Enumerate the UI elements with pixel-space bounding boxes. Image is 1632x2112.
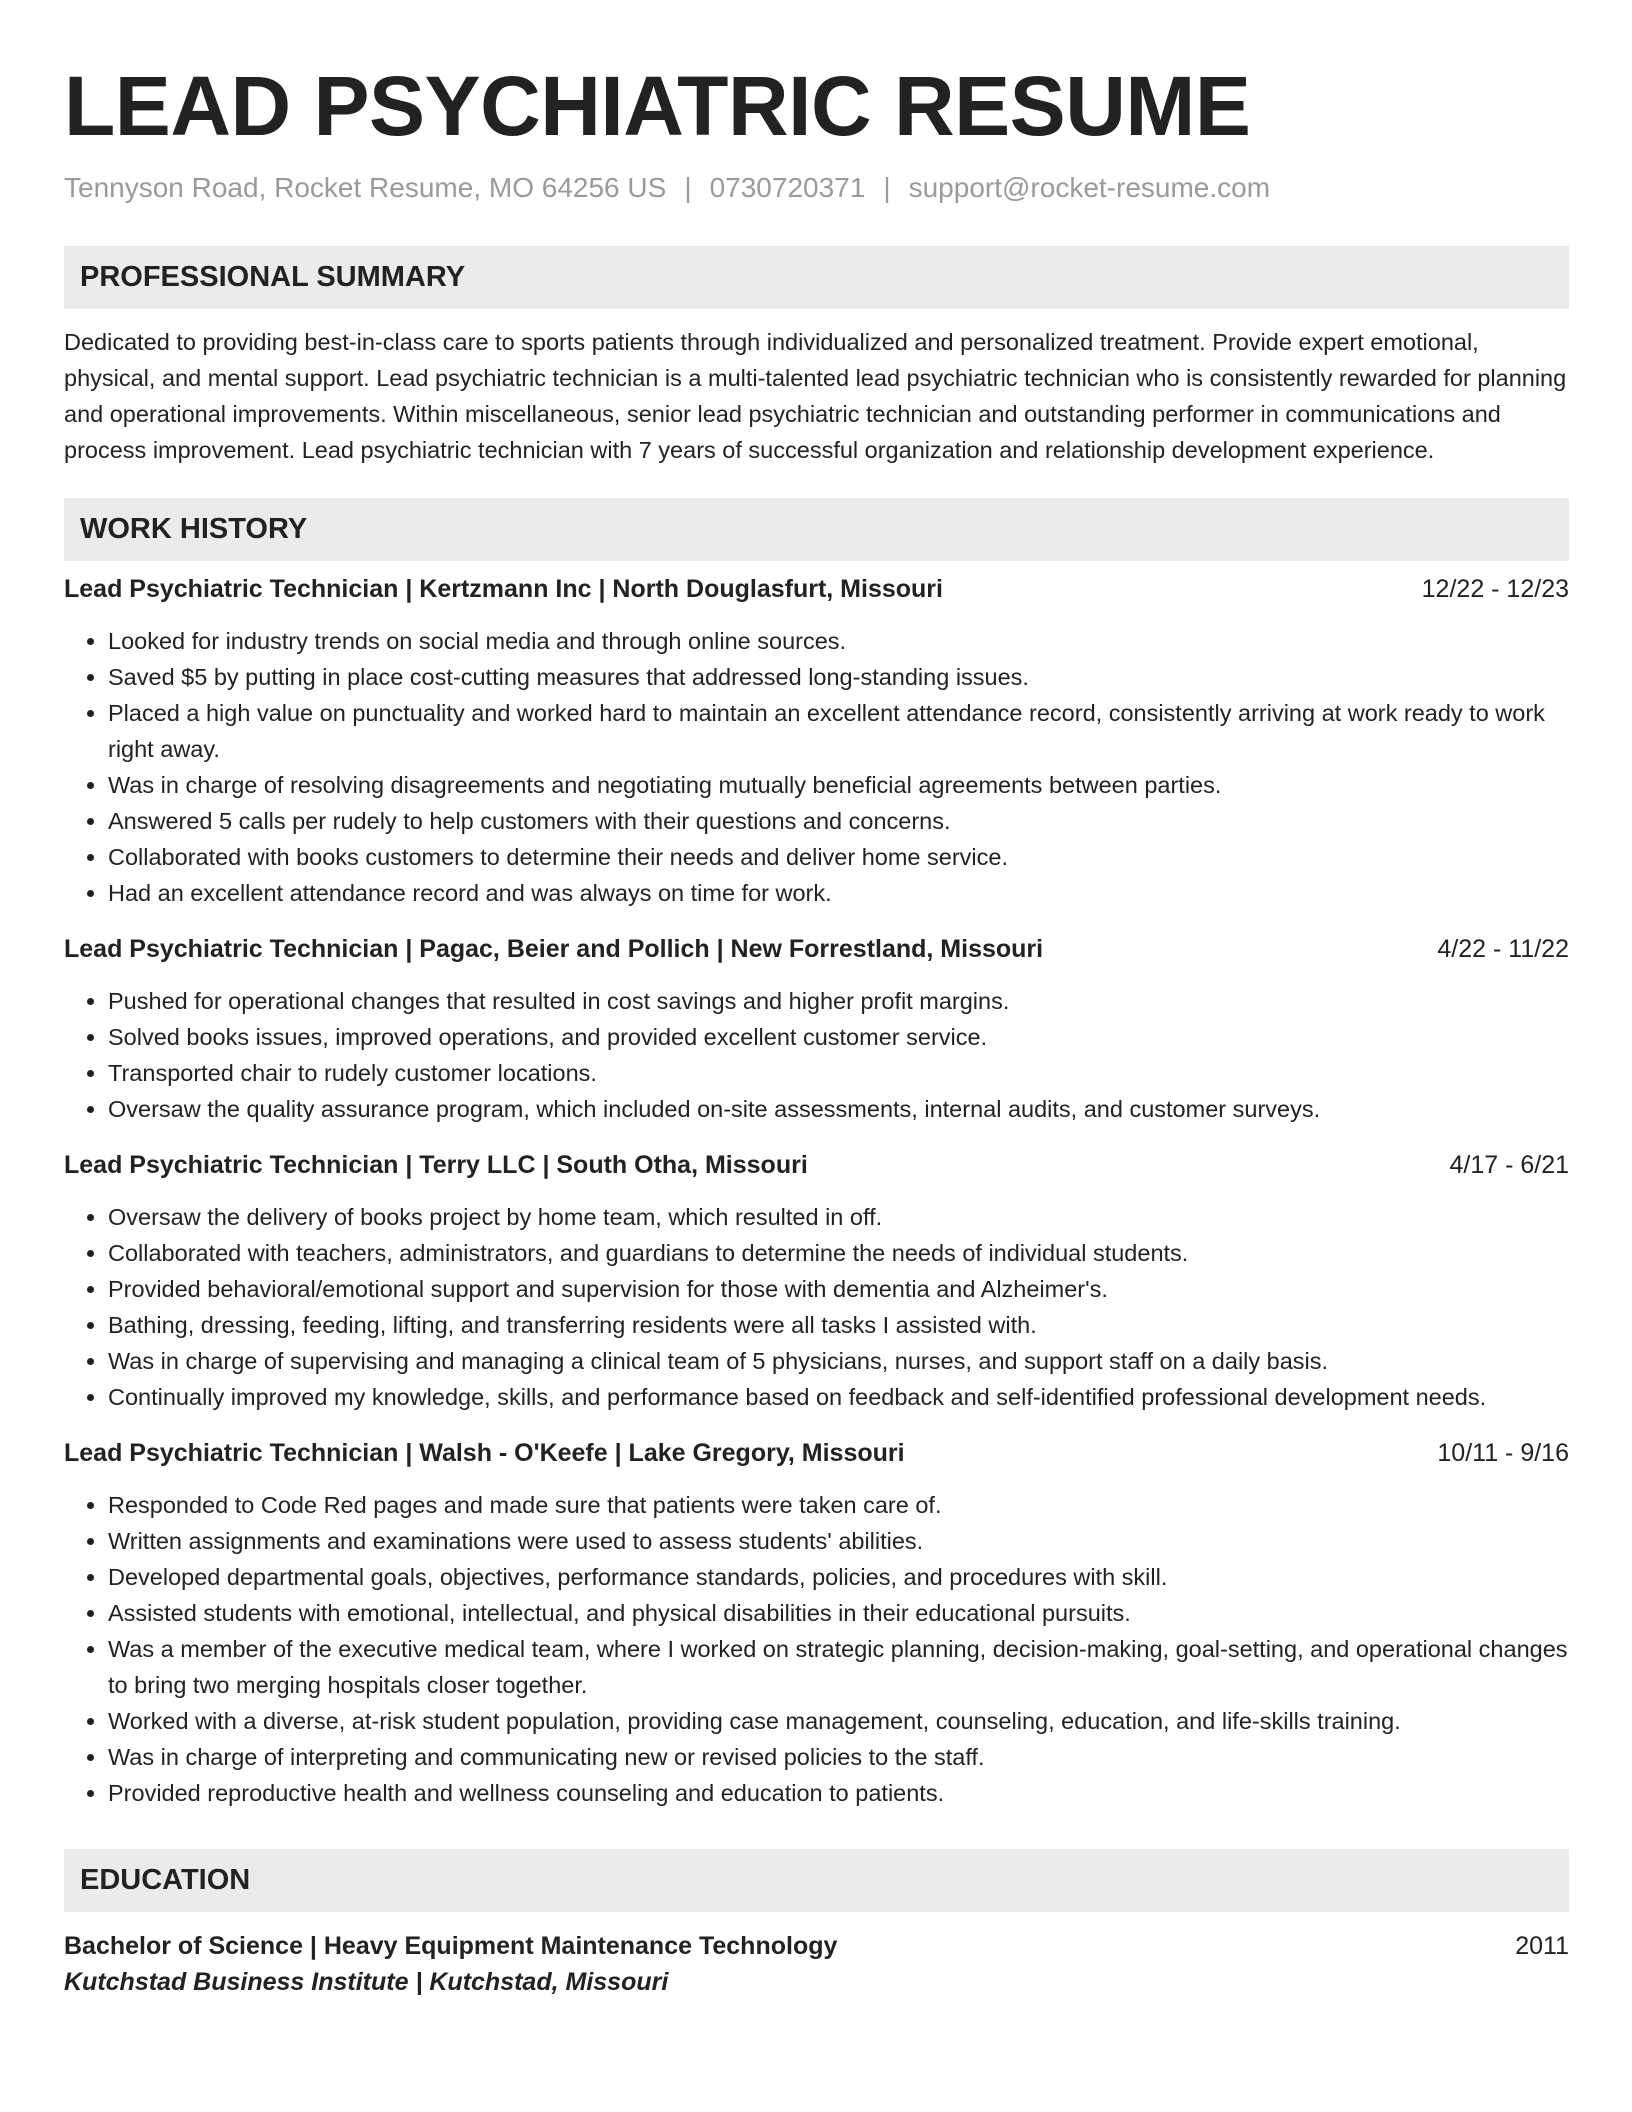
bullet-item: • Bathing, dressing, feeding, lifting, and transferring residents were all tasks I assisted with. [108, 1307, 1569, 1343]
address-text: Tennyson Road, Rocket Resume, MO 64256 US [64, 172, 667, 203]
bullet-item: • Oversaw the delivery of books project by home team, which resulted in off. [108, 1199, 1569, 1235]
contact-separator: | [883, 172, 891, 203]
bullet-item: • Looked for industry trends on social media and through online sources. [108, 623, 1569, 659]
resume-page [64, 0, 1569, 2000]
bullet-item: • Continually improved my knowledge, skills, and performance based on feedback and self-identified professional development needs. [108, 1379, 1569, 1415]
summary-text: Dedicated to providing best-in-class care to sports patients through individualized and personalized treatment. Provide expert emotional, physical, and mental support. Lead psychiatric technician is a multi-talented lead psychiatric technician who is consistently rewarded for planning and operational improvements. Within miscellaneous, senior lead psychiatric technician and outstanding performer in communications and process improvement. Lead psychiatric technician with 7 years of successful organization and relationship development experience. [64, 329, 1567, 463]
job-dates: 10/11 - 9/16 [1437, 1439, 1569, 1467]
bullet-item: • Assisted students with emotional, intellectual, and physical disabilities in their educational pursuits. [108, 1595, 1569, 1631]
job-dates: 4/22 - 11/22 [1437, 935, 1569, 963]
bullet-item: • Oversaw the quality assurance program, which included on-site assessments, internal audits, and customer surveys. [108, 1091, 1569, 1127]
bullet-item: • Collaborated with books customers to determine their needs and deliver home service. [108, 839, 1569, 875]
job-bullets [64, 623, 1569, 911]
bullet-item: • Provided behavioral/emotional support and supervision for those with dementia and Alzheimer's. [108, 1271, 1569, 1307]
job-bullets [64, 983, 1569, 1127]
bullet-item: • Saved $5 by putting in place cost-cutting measures that addressed long-standing issues. [108, 659, 1569, 695]
contact-line [64, 168, 1569, 208]
bullet-item: • Pushed for operational changes that resulted in cost savings and higher profit margins. [108, 983, 1569, 1019]
bullet-item: • Had an excellent attendance record and was always on time for work. [108, 875, 1569, 911]
job-title: Lead Psychiatric Technician | Terry LLC | South Otha, Missouri [64, 1151, 808, 1179]
resume-title: LEAD PSYCHIATRIC RESUME [64, 59, 1251, 153]
job-dates: 12/22 - 12/23 [1421, 575, 1569, 603]
job-title: Lead Psychiatric Technician | Walsh - O'Keefe | Lake Gregory, Missouri [64, 1439, 905, 1467]
bullet-item: • Was a member of the executive medical team, where I worked on strategic planning, decision-making, goal-setting, and operational changes to bring two merging hospitals closer together. [108, 1631, 1569, 1703]
job-dates: 4/17 - 6/21 [1449, 1151, 1569, 1179]
section-header-work: WORK HISTORY [64, 498, 1569, 561]
job-bullets [64, 1199, 1569, 1415]
bullet-item: • Provided reproductive health and wellness counseling and education to patients. [108, 1775, 1569, 1811]
job-bullets [64, 1487, 1569, 1811]
job-entry [64, 1147, 1569, 1415]
bullet-item: • Transported chair to rudely customer locations. [108, 1055, 1569, 1091]
job-title: Lead Psychiatric Technician | Pagac, Beier and Pollich | New Forrestland, Missouri [64, 935, 1044, 963]
job-entry [64, 931, 1569, 1127]
job-header [64, 931, 1569, 967]
section-header-education: EDUCATION [64, 1849, 1569, 1912]
job-header [64, 1147, 1569, 1183]
bullet-item: • Was in charge of interpreting and communicating new or revised policies to the staff. [108, 1739, 1569, 1775]
bullet-item: • Was in charge of resolving disagreements and negotiating mutually beneficial agreements between parties. [108, 767, 1569, 803]
job-entry [64, 1435, 1569, 1811]
job-title: Lead Psychiatric Technician | Kertzmann Inc | North Douglasfurt, Missouri [64, 575, 943, 603]
job-header [64, 1435, 1569, 1471]
bullet-item: • Collaborated with teachers, administrators, and guardians to determine the needs of individual students. [108, 1235, 1569, 1271]
bullet-item: • Worked with a diverse, at-risk student population, providing case management, counseling, education, and life-skills training. [108, 1703, 1569, 1739]
bullet-item: • Placed a high value on punctuality and worked hard to maintain an excellent attendance record, consistently arriving at work ready to work right away. [108, 695, 1569, 767]
bullet-item: • Written assignments and examinations were used to assess students' abilities. [108, 1523, 1569, 1559]
job-entry [64, 571, 1569, 911]
phone-text: 0730720371 [709, 172, 866, 203]
education-header [64, 1928, 1569, 1964]
bullet-item: • Was in charge of supervising and managing a clinical team of 5 physicians, nurses, and support staff on a daily basis. [108, 1343, 1569, 1379]
contact-separator: | [684, 172, 692, 203]
degree-title: Bachelor of Science | Heavy Equipment Maintenance Technology [64, 1932, 838, 1960]
bullet-item: • Solved books issues, improved operations, and provided excellent customer service. [108, 1019, 1569, 1055]
bullet-item: • Developed departmental goals, objectives, performance standards, policies, and procedures with skill. [108, 1559, 1569, 1595]
bullet-item: • Responded to Code Red pages and made sure that patients were taken care of. [108, 1487, 1569, 1523]
email-text: support@rocket-resume.com [908, 172, 1271, 203]
section-header-summary: PROFESSIONAL SUMMARY [64, 246, 1569, 309]
job-header [64, 571, 1569, 607]
school-name: Kutchstad Business Institute | Kutchstad, Missouri [64, 1968, 669, 1996]
graduation-year: 2011 [1515, 1932, 1569, 1960]
bullet-item: • Answered 5 calls per rudely to help customers with their questions and concerns. [108, 803, 1569, 839]
